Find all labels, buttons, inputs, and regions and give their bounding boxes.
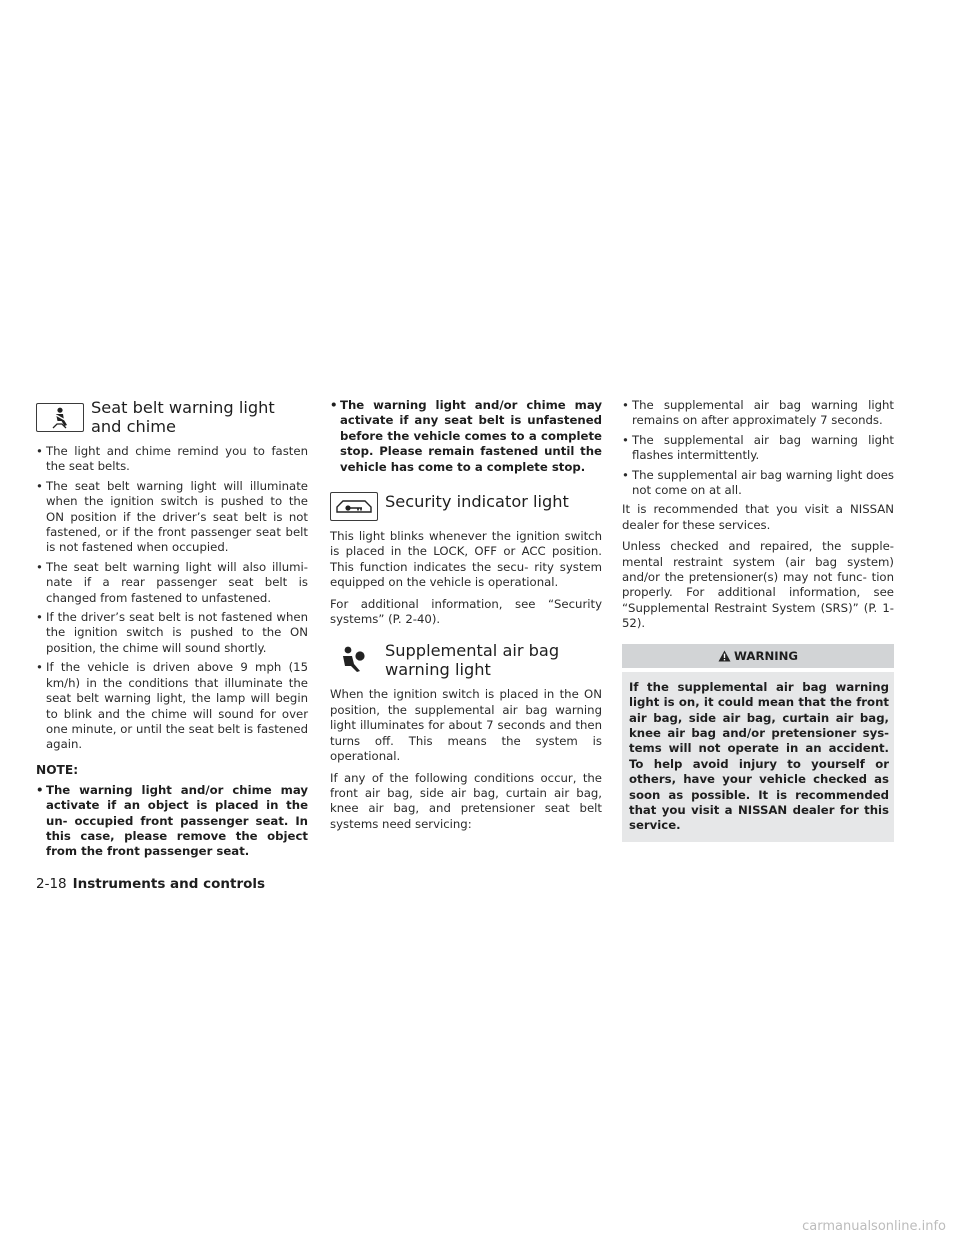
note-label: NOTE: (36, 762, 79, 777)
car-key-icon (330, 492, 378, 521)
airbag-paragraph: When the ignition switch is placed in the ON position, the supplemental air bag warning light illuminates for about 7 seconds and then turns off. This means the system is operational. (330, 687, 602, 764)
list-item: • The supplemental air bag warning light flashes intermittently. (622, 433, 894, 464)
list-item: • The warning light and/or chime may activate if an object is placed in the un- occupied front passenger seat. In this case, please remove the object from the front passenger seat. (36, 783, 308, 860)
page-footer (36, 876, 265, 892)
airbag-heading (330, 641, 602, 679)
note-list (36, 783, 308, 860)
security-paragraph: This light blinks whenever the ignition switch is placed in the LOCK, OFF or ACC position. This function indicates the secu- rity system equipped on the vehicle is operational. (330, 529, 602, 590)
watermark: carmanualsonline.info (802, 1219, 946, 1234)
list-item: • The seat belt warning light will illuminate when the ignition switch is pushed to the ON position if the driver’s seat belt is not fastened, or if the front passenger seat belt is not fastened when occupied. (36, 479, 308, 556)
airbag-paragraph: If any of the following conditions occur, the front air bag, side air bag, curtain air bag, knee air bag, and pretensioner seat belt systems need servicing: (330, 770, 602, 831)
airbag-paragraph: Unless checked and repaired, the supple- mental restraint system (air bag system) and/or the pretensioner(s) may not func- tion properly. For additional information, see “Supplemental Restraint System (SRS)” (P. 1-52). (622, 539, 894, 631)
security-reference: For additional information, see “Security systems” (P. 2-40). (330, 596, 602, 627)
warning-header (622, 644, 894, 668)
airbag-conditions-list (622, 398, 894, 498)
warning-triangle-icon (718, 650, 731, 662)
list-item: • The warning light and/or chime may activate if any seat belt is unfastened before the vehicle comes to a complete stop. Please remain fastened until the vehicle has come to a complete stop. (330, 398, 602, 475)
list-item: • The supplemental air bag warning light does not come on at all. (622, 468, 894, 499)
note-list-continued (330, 398, 602, 475)
security-title: Security indicator light (385, 492, 569, 512)
airbag-title: Supplemental air bag warning light (385, 641, 560, 680)
seat-belt-icon (36, 403, 84, 432)
airbag-paragraph: It is recommended that you visit a NISSAN dealer for these services. (622, 502, 894, 532)
list-item: • The light and chime remind you to fasten the seat belts. (36, 444, 308, 475)
seat-belt-heading (36, 398, 308, 436)
page-number: 2-18 (36, 876, 67, 892)
seat-belt-title: Seat belt warning light and chime (91, 398, 275, 436)
section-title: Instruments and controls (72, 876, 266, 892)
list-item: • If the driver’s seat belt is not fastened when the ignition switch is pushed to the ON position, the chime will sound shortly. (36, 610, 308, 656)
right-column (622, 398, 894, 842)
seat-belt-list (36, 444, 308, 753)
list-item: • If the vehicle is driven above 9 mph (15 km/h) in the conditions that illuminate the seat belt warning light, the lamp will begin to blink and the chime will sound for over one minute, or until the seat belt is fastened again. (36, 660, 308, 752)
security-heading (330, 487, 602, 521)
warning-text: If the supplemental air bag warning light is on, it could mean that the front air bag, side air bag, curtain air bag, knee air bag and/or pretensioner sys- tems will not operate in an accident. To help avoid injury to yourself or others, have your vehicle checked as soon as possible. It is recommended that you visit a NISSAN dealer for this service. (622, 672, 894, 842)
airbag-occupant-icon (330, 643, 378, 675)
list-item: • The supplemental air bag warning light remains on after approximately 7 seconds. (622, 398, 894, 429)
list-item: • The seat belt warning light will also illumi- nate if a rear passenger seat belt is changed from fastened to unfastened. (36, 560, 308, 606)
seat-belt-section (36, 398, 308, 864)
middle-column (330, 398, 602, 838)
warning-label: WARNING (734, 648, 798, 663)
